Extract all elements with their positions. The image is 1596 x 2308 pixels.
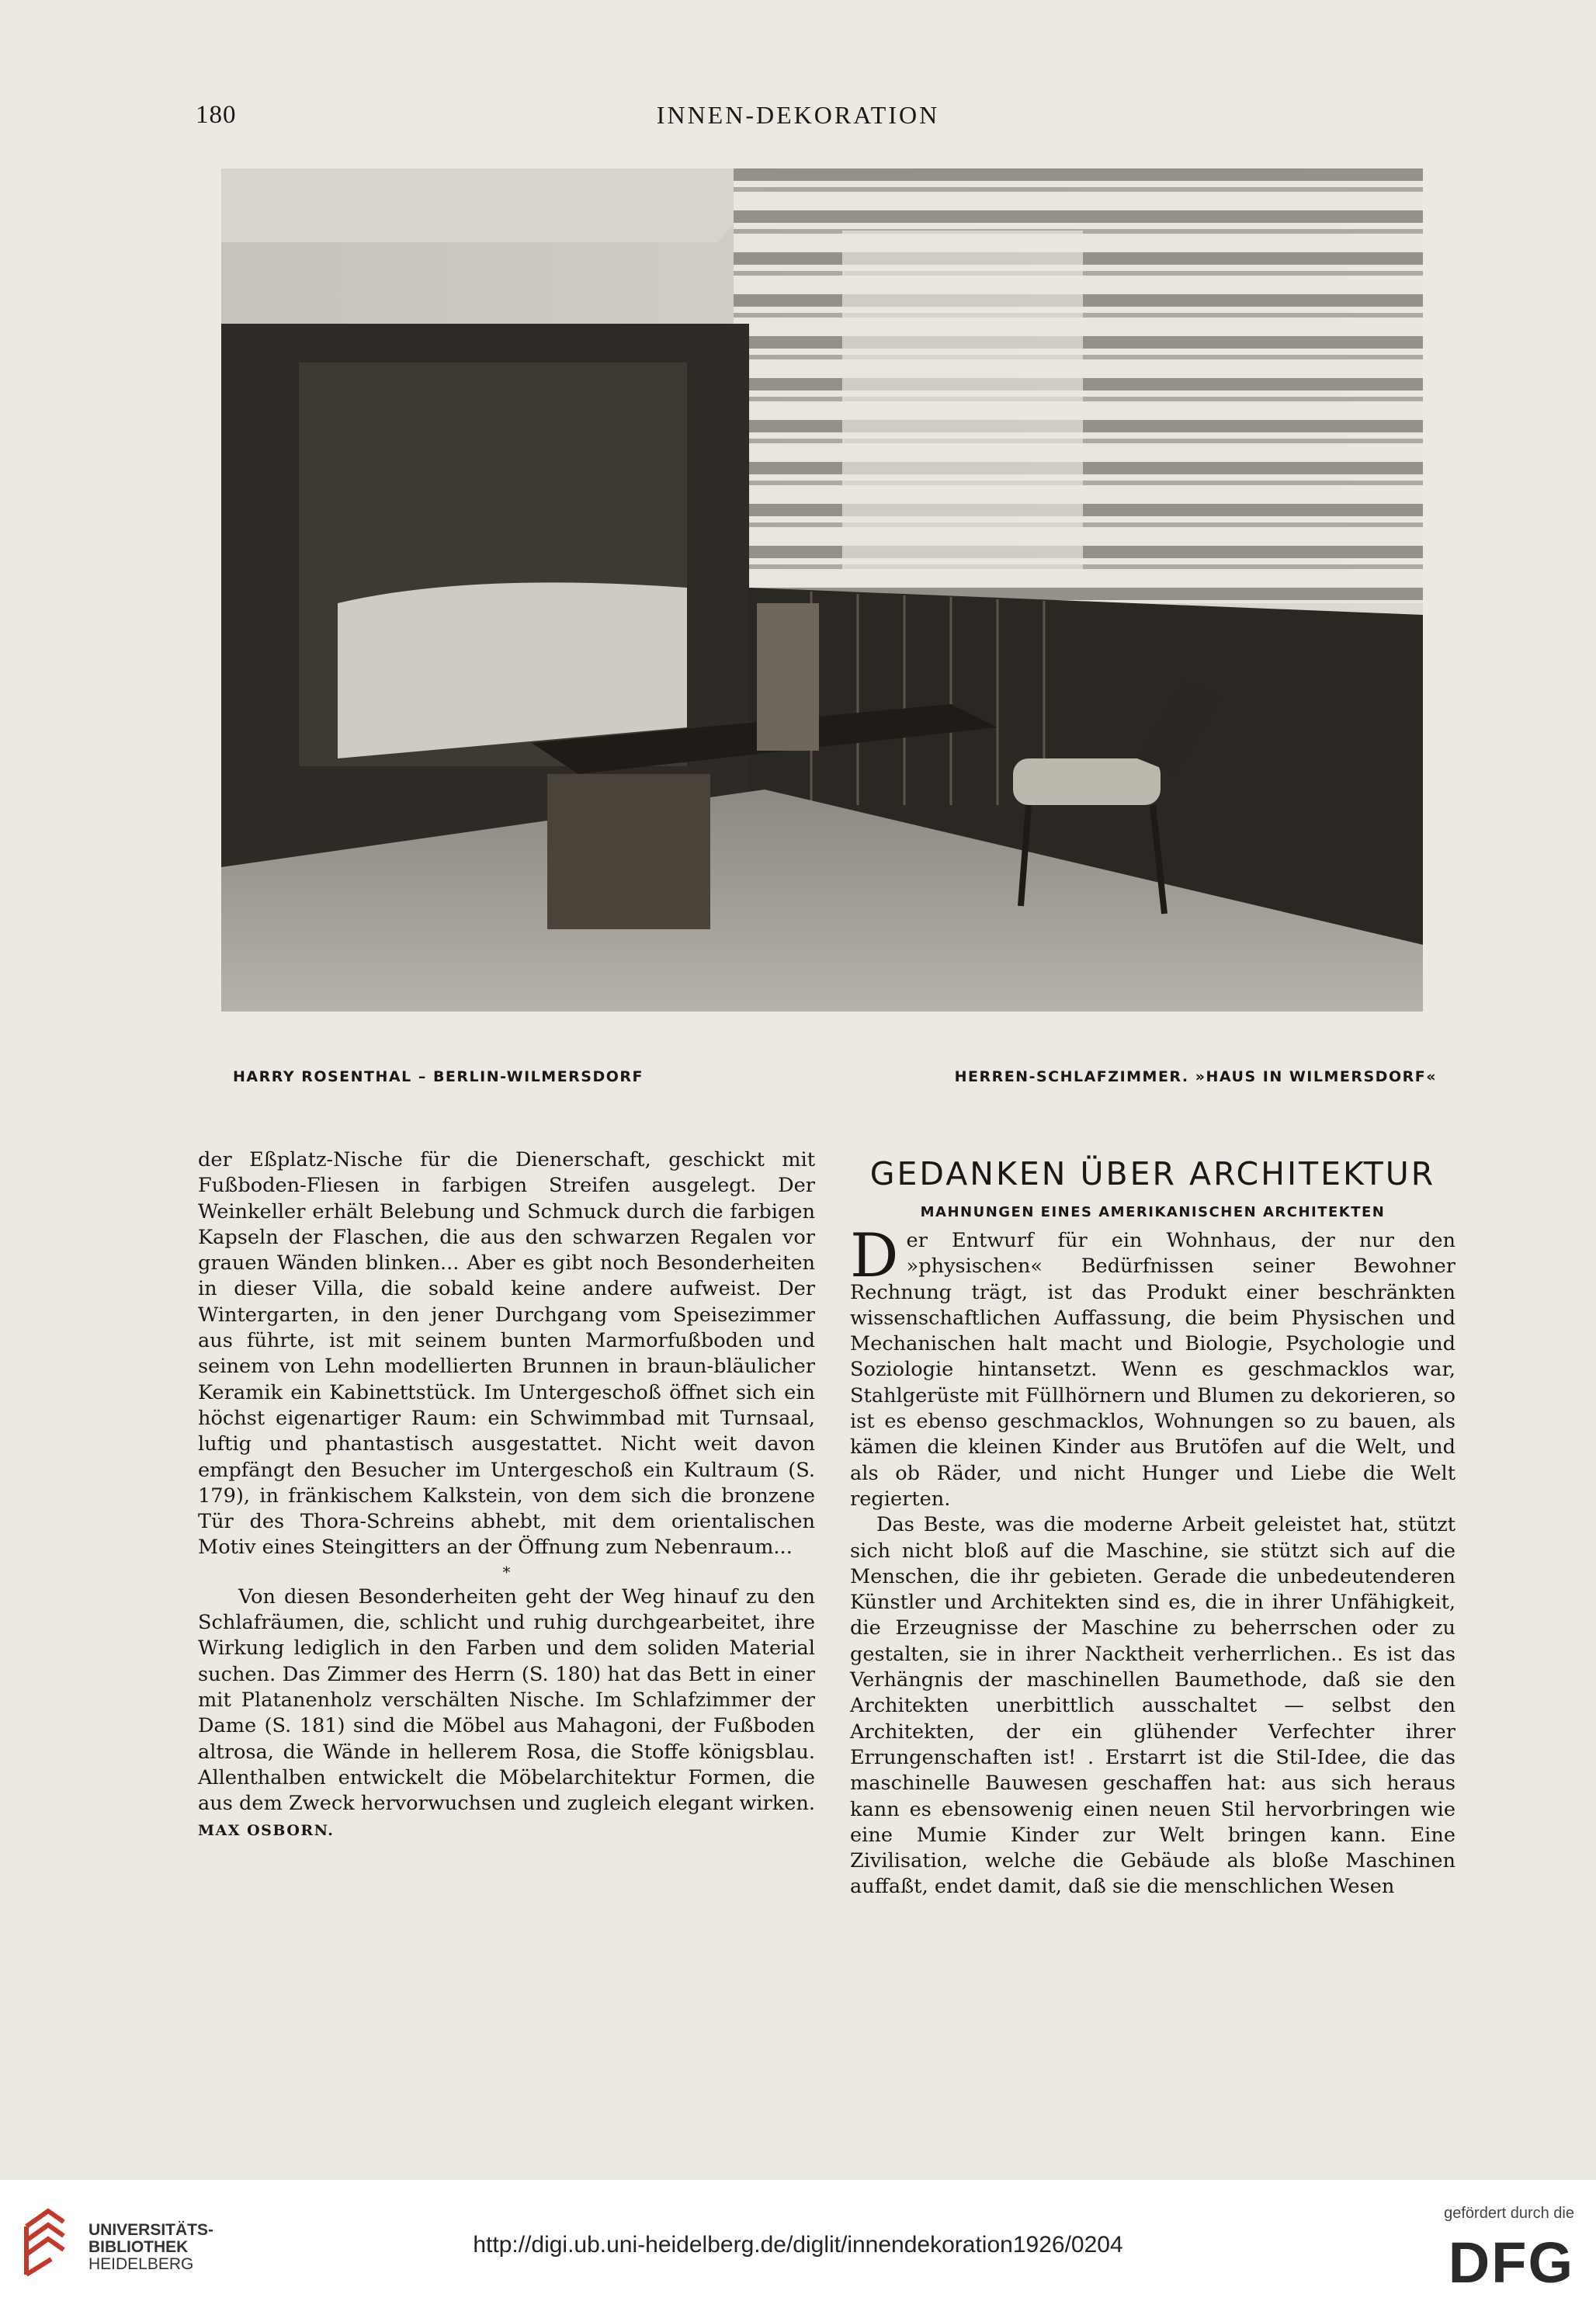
permalink-url[interactable]: http://digi.ub.uni-heidelberg.de/diglit/innendekoration1926/0204 <box>473 2232 1123 2258</box>
drop-cap: D <box>850 1221 899 1291</box>
article-subtitle: MAHNUNGEN EINES AMERIKANISCHEN ARCHITEKTEN <box>920 1204 1386 1220</box>
article-body <box>850 1221 1455 1900</box>
author-byline: MAX OSBORN. <box>198 1822 335 1840</box>
library-line-1: UNIVERSITÄTS- <box>88 2221 214 2239</box>
article-paragraph-1 <box>850 1221 1455 1512</box>
left-paragraph-2 <box>198 1584 815 1845</box>
left-column <box>198 1147 815 1845</box>
library-line-2: BIBLIOTHEK <box>88 2238 189 2256</box>
page-number: 180 <box>196 101 237 129</box>
left-paragraph-1: der Eßplatz-Nische für die Dienerschaft, geschickt mit Fußboden-Fliesen in farbigen Streifen ausgelegt. Der Weinkeller erhält Belebung und Schmuck durch die farbigen Kapseln der Flaschen, die aus den schwarzen Regalen vor grauen Wänden blinken... Aber es gibt noch Besonderheiten in dieser Villa, die sobald keine andere aufweist. Der Wintergarten, in den jener Durchgang vom Speisezimmer aus führte, ist mit seinem bunten Marmorfußboden und seinem von Lehn modellierten Brunnen in braun-bläulicher Keramik ein Kabinettstück. Im Untergeschoß öffnet sich ein höchst eigenartiger Raum: ein Schwimmbad mit Turnsaal, luftig und phantastisch ausgestattet. Nicht weit davon empfängt den Besucher im Untergeschoß ein Kultraum (S. 179), in fränkischem Kalkstein, von dem sich die bronzene Tür des Thora-Schreins abhebt, mit dem orientalischen Motiv eines Steingitters an der Öffnung zum Nebenraum... <box>198 1148 815 1560</box>
dfg-logo: DFG <box>1448 2230 1574 2295</box>
photo-caption: HERREN-SCHLAFZIMMER. »HAUS IN WILMERSDORF« <box>954 1068 1437 1085</box>
left-paragraph-2-text: Von diesen Besonderheiten geht der Weg hinauf zu den Schlafräumen, die, schlicht und ruhig durchgearbeitet, ihre Wirkung lediglich in den Farben und dem soliden Material suchen. Das Zimmer des Herrn (S. 180) hat das Bett in einer mit Platanenholz verschälten Nische. Im Schlafzimmer der Dame (S. 181) sind die Möbel aus Mahagoni, der Fußboden altrosa, die Wände in hellerem Rosa, die Stoffe königsblau. Allenthalben entwickelt die Möbelarchitektur Formen, die aus dem Zweck hervorwuchsen und zugleich elegant wirken. <box>198 1584 815 1816</box>
bedroom-photograph <box>221 168 1423 1012</box>
funding-note: gefördert durch die <box>1444 2205 1574 2222</box>
section-separator: * <box>502 1562 511 1581</box>
article-paragraph-2: Das Beste, was die moderne Arbeit geleistet hat, stützt sich nicht bloß auf die Maschine, sie stützt sich auf die Menschen, die ihr gebieten. Gerade die unbedeutenderen Künstler und Architekten sind es, die in ihrer Unfähigkeit, die Erzeugnisse der Maschine zu beherrschen oder zu gestalten, sie in ihrer Nacktheit verherrlichen.. Es ist das Verhängnis der maschinellen Baumethode, daß sie den Architekten unerbittlich ausschaltet — selbst den Architekten, der ein glühender Verfechter ihrer Errungenschaften ist! . Erstarrt ist die Stil-Idee, die das maschinelle Bauwesen geschaffen hat: aus sich heraus kann es ebensowenig einen neuen Stil hervorbringen wie eine Mumie Kinder zur Welt bringen kann. Eine Zivilisation, welche die Gebäude als bloße Maschinen auffaßt, endet damit, daß sie die menschlichen Wesen <box>850 1513 1455 1899</box>
photo-credit: HARRY ROSENTHAL – BERLIN-WILMERSDORF <box>233 1068 644 1085</box>
library-line-3: HEIDELBERG <box>88 2255 194 2273</box>
running-title: INNEN-DEKORATION <box>656 101 940 129</box>
article-paragraph-1-text: er Entwurf für ein Wohnhaus, der nur den »physischen« Bedürfnissen seiner Bewohner Rechnung trägt, ist das Produkt einer beschränkten wissenschaftlichen Auffassung, die beim Physischen und Mechanischen halt macht und Biologie, Psychologie und Soziologie hintansetzt. Wenn es geschmacklos war, Stahlgerüste mit Füllhörnern und Blumen zu dekorieren, so ist es ebenso geschmacklos, Wohnungen so zu bauen, als kämen die kleinen Kinder aus Brutöfen auf die Welt, und als ob Räder, und nicht Hunger und Liebe die Welt regierten. <box>850 1229 1455 1511</box>
article-title: GEDANKEN ÜBER ARCHITEKTUR <box>869 1155 1436 1192</box>
